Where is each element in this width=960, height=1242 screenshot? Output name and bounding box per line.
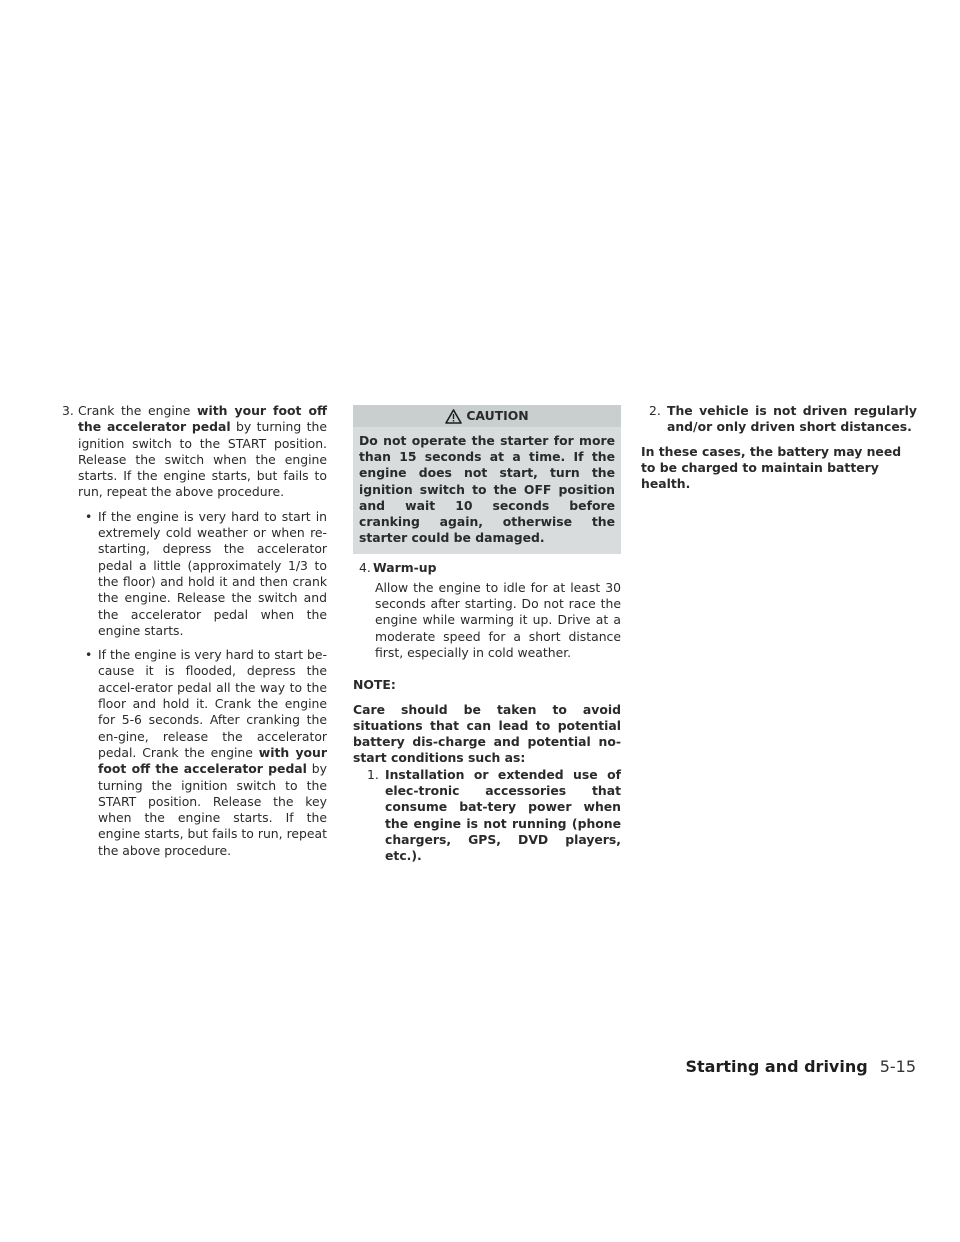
warning-triangle-icon xyxy=(445,409,462,424)
bullet-flooded-text: If the engine is very hard to start be-cause it is flooded, depress the accel-erator pedal all the way to the floor and hold it. Crank the engine for 5-6 seconds. After cranking the en-gine, release the accelerator pedal. Crank the engine with your foot off the accelerator pedal by turning the ignition switch to the START position. Release the key when the engine starts. If the engine starts, but fails to run, repeat the above procedure. xyxy=(98,647,327,858)
step-4-text: Allow the engine to idle for at least 30 seconds after starting. Do not race the engine while warming it up. Drive at a moderate speed for a short distance first, especially in cold weather. xyxy=(375,579,621,660)
caution-title: CAUTION xyxy=(466,407,529,423)
column-middle xyxy=(353,403,621,864)
step-4-title: Warm-up xyxy=(373,560,437,576)
closing-text: In these cases, the battery may need to be charged to maintain battery health. xyxy=(641,443,902,492)
step-3-number: 3. xyxy=(62,403,74,418)
column-right xyxy=(641,403,917,492)
note-text: Care should be taken to avoid situations that can lead to potential battery dis-charge and potential no-start conditions such as: xyxy=(353,701,621,766)
bullet-cold-weather-text: If the engine is very hard to start in extremely cold weather or when re-starting, depress the accelerator pedal a little (approximately 1/3 to the floor) and hold it and then crank the engine. Release the switch and the accelerator pedal when the engine starts. xyxy=(98,508,327,638)
column-left xyxy=(62,403,327,859)
note-item-2-number: 2. xyxy=(649,403,661,418)
note-item-2 xyxy=(641,403,917,436)
note-item-1 xyxy=(353,767,621,865)
page-footer xyxy=(685,1057,916,1076)
caution-text: Do not operate the starter for more than 15 seconds at a time. If the engine does not start, turn the ignition switch to the OFF position and wait 10 seconds before cranking again, otherwise the starter could be damaged. xyxy=(359,433,615,546)
step-3-emphasis: with your foot off the accelerator pedal xyxy=(78,403,327,435)
bullet-dot: • xyxy=(85,508,93,524)
bullet-cold-weather xyxy=(78,509,327,639)
caution-header xyxy=(353,405,621,427)
caution-box xyxy=(353,405,621,554)
step-3-text: Crank the engine with your foot off the accelerator pedal by turning the ignition switch to the START position. Release the switch when the engine starts. If the engine starts, but fails to run, repeat the above procedure. xyxy=(78,403,327,500)
bullet-flooded-emphasis: with your foot off the accelerator pedal xyxy=(98,744,327,777)
note-item-2-text: The vehicle is not driven regularly and/or only driven short distances. xyxy=(667,403,917,435)
section-name: Starting and driving xyxy=(685,1057,868,1076)
note-item-1-text: Installation or extended use of elec-tronic accessories that consume bat-tery power when the engine is not running (phone chargers, GPS, DVD players, etc.). xyxy=(385,766,621,864)
bullet-dot: • xyxy=(85,647,93,663)
step-3 xyxy=(62,403,327,501)
bullet-flooded xyxy=(78,647,327,859)
note-label: NOTE: xyxy=(353,677,396,693)
step-4-number: 4. xyxy=(359,560,371,576)
note-item-1-number: 1. xyxy=(367,766,379,782)
page-number: 5-15 xyxy=(879,1057,916,1076)
step-4 xyxy=(353,560,621,576)
